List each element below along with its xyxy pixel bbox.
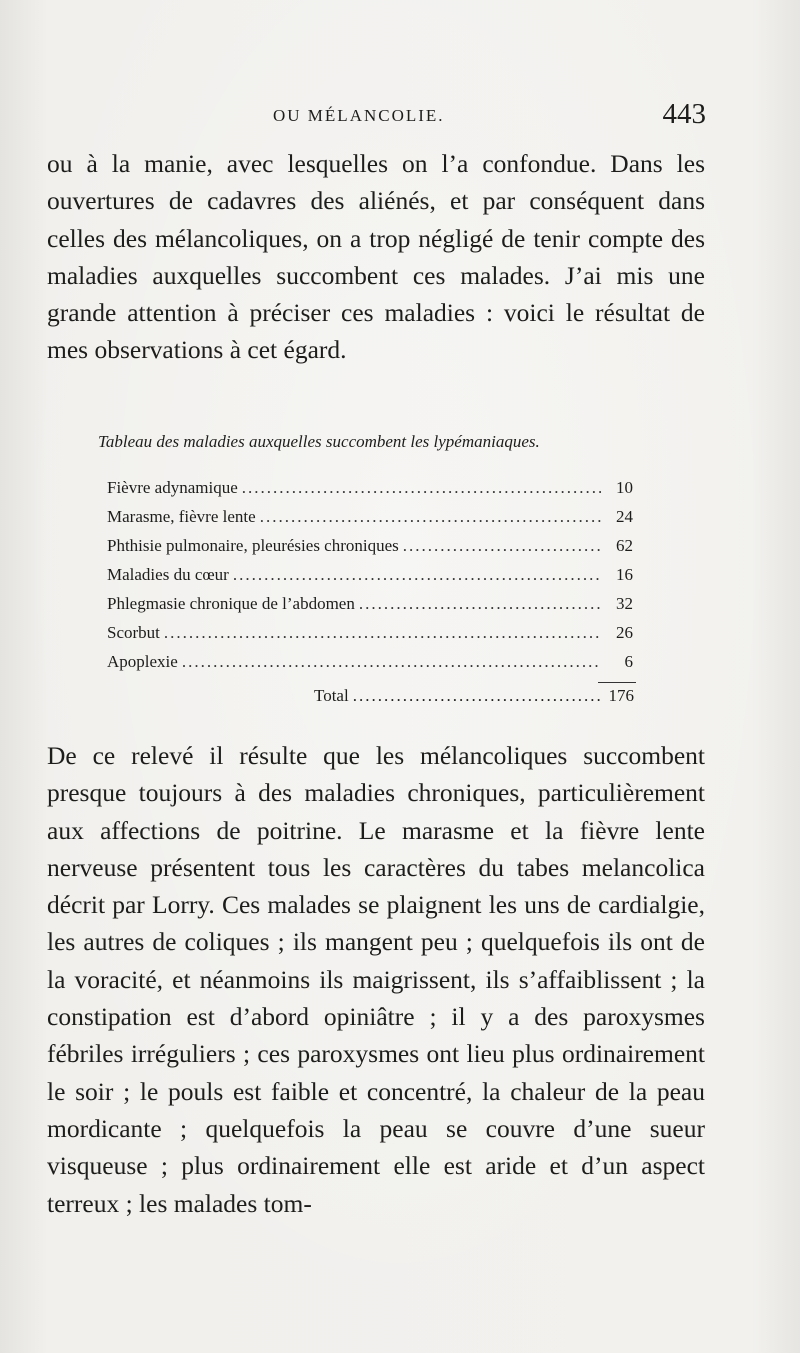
row-value: 32 bbox=[616, 594, 633, 613]
table-row bbox=[107, 652, 633, 681]
total-rule bbox=[598, 682, 636, 683]
table-row bbox=[107, 507, 633, 536]
dot-leader bbox=[242, 478, 601, 498]
row-label: Phthisie pulmonaire, pleurésies chroniques bbox=[107, 536, 399, 555]
total-label: Total bbox=[314, 686, 349, 705]
row-label: Apoplexie bbox=[107, 652, 178, 671]
row-value: 62 bbox=[616, 536, 633, 555]
total-value: 176 bbox=[608, 686, 634, 705]
dot-leader bbox=[403, 536, 601, 556]
table-row bbox=[107, 594, 633, 623]
dot-leader bbox=[260, 507, 601, 527]
row-label: Maladies du cœur bbox=[107, 565, 229, 584]
page-number: 443 bbox=[662, 98, 706, 130]
table-caption: Tableau des maladies auxquelles succombent les lypémaniaques. bbox=[98, 432, 540, 451]
table-total-row bbox=[314, 686, 634, 706]
dot-leader bbox=[164, 623, 601, 643]
dot-leader bbox=[233, 565, 601, 585]
disease-table bbox=[107, 478, 633, 681]
dot-leader bbox=[359, 594, 601, 614]
row-label: Scorbut bbox=[107, 623, 160, 642]
row-label: Marasme, fièvre lente bbox=[107, 507, 256, 526]
paragraph-top: ou à la manie, avec lesquelles on l’a confondue. Dans les ouvertures de cadavres des aliénés, et par conséquent dans celles des mélancoliques, on a trop négligé de tenir compte des maladies auxquelles succombent ces malades. J’ai mis une grande attention à préciser ces maladies : voici le résultat de mes observations à cet égard. bbox=[47, 149, 705, 365]
row-value: 10 bbox=[616, 478, 633, 497]
table-row bbox=[107, 623, 633, 652]
row-label: Fièvre adynamique bbox=[107, 478, 238, 497]
running-head: OU MÉLANCOLIE. bbox=[273, 106, 445, 125]
table-row bbox=[107, 478, 633, 507]
table-row bbox=[107, 536, 633, 565]
dot-leader bbox=[353, 686, 600, 706]
paragraph-bottom: De ce relevé il résulte que les mélancoliques succombent presque toujours à des maladies chroniques, particulièrement aux affections de poitrine. Le marasme et la fièvre lente nerveuse présentent tous les caractères du tabes melancolica décrit par Lorry. Ces malades se plaignent les uns de cardialgie, les autres de coliques ; ils mangent peu ; quelquefois ils ont de la voracité, et néanmoins ils maigrissent, ils s’affaiblissent ; la constipation est d’abord opiniâtre ; il y a des paroxysmes fébriles irréguliers ; ces paroxysmes ont lieu plus ordinairement le soir ; le pouls est faible et concentré, la chaleur de la peau mordicante ; quelquefois la peau se couvre d’une sueur visqueuse ; plus ordinairement elle est aride et d’un aspect terreux ; les malades tom- bbox=[47, 741, 705, 1218]
row-value: 6 bbox=[624, 652, 633, 671]
row-value: 26 bbox=[616, 623, 633, 642]
row-value: 24 bbox=[616, 507, 633, 526]
page-header bbox=[0, 98, 800, 138]
dot-leader bbox=[182, 652, 601, 672]
row-value: 16 bbox=[616, 565, 633, 584]
row-label: Phlegmasie chronique de l’abdomen bbox=[107, 594, 355, 613]
table-row bbox=[107, 565, 633, 594]
